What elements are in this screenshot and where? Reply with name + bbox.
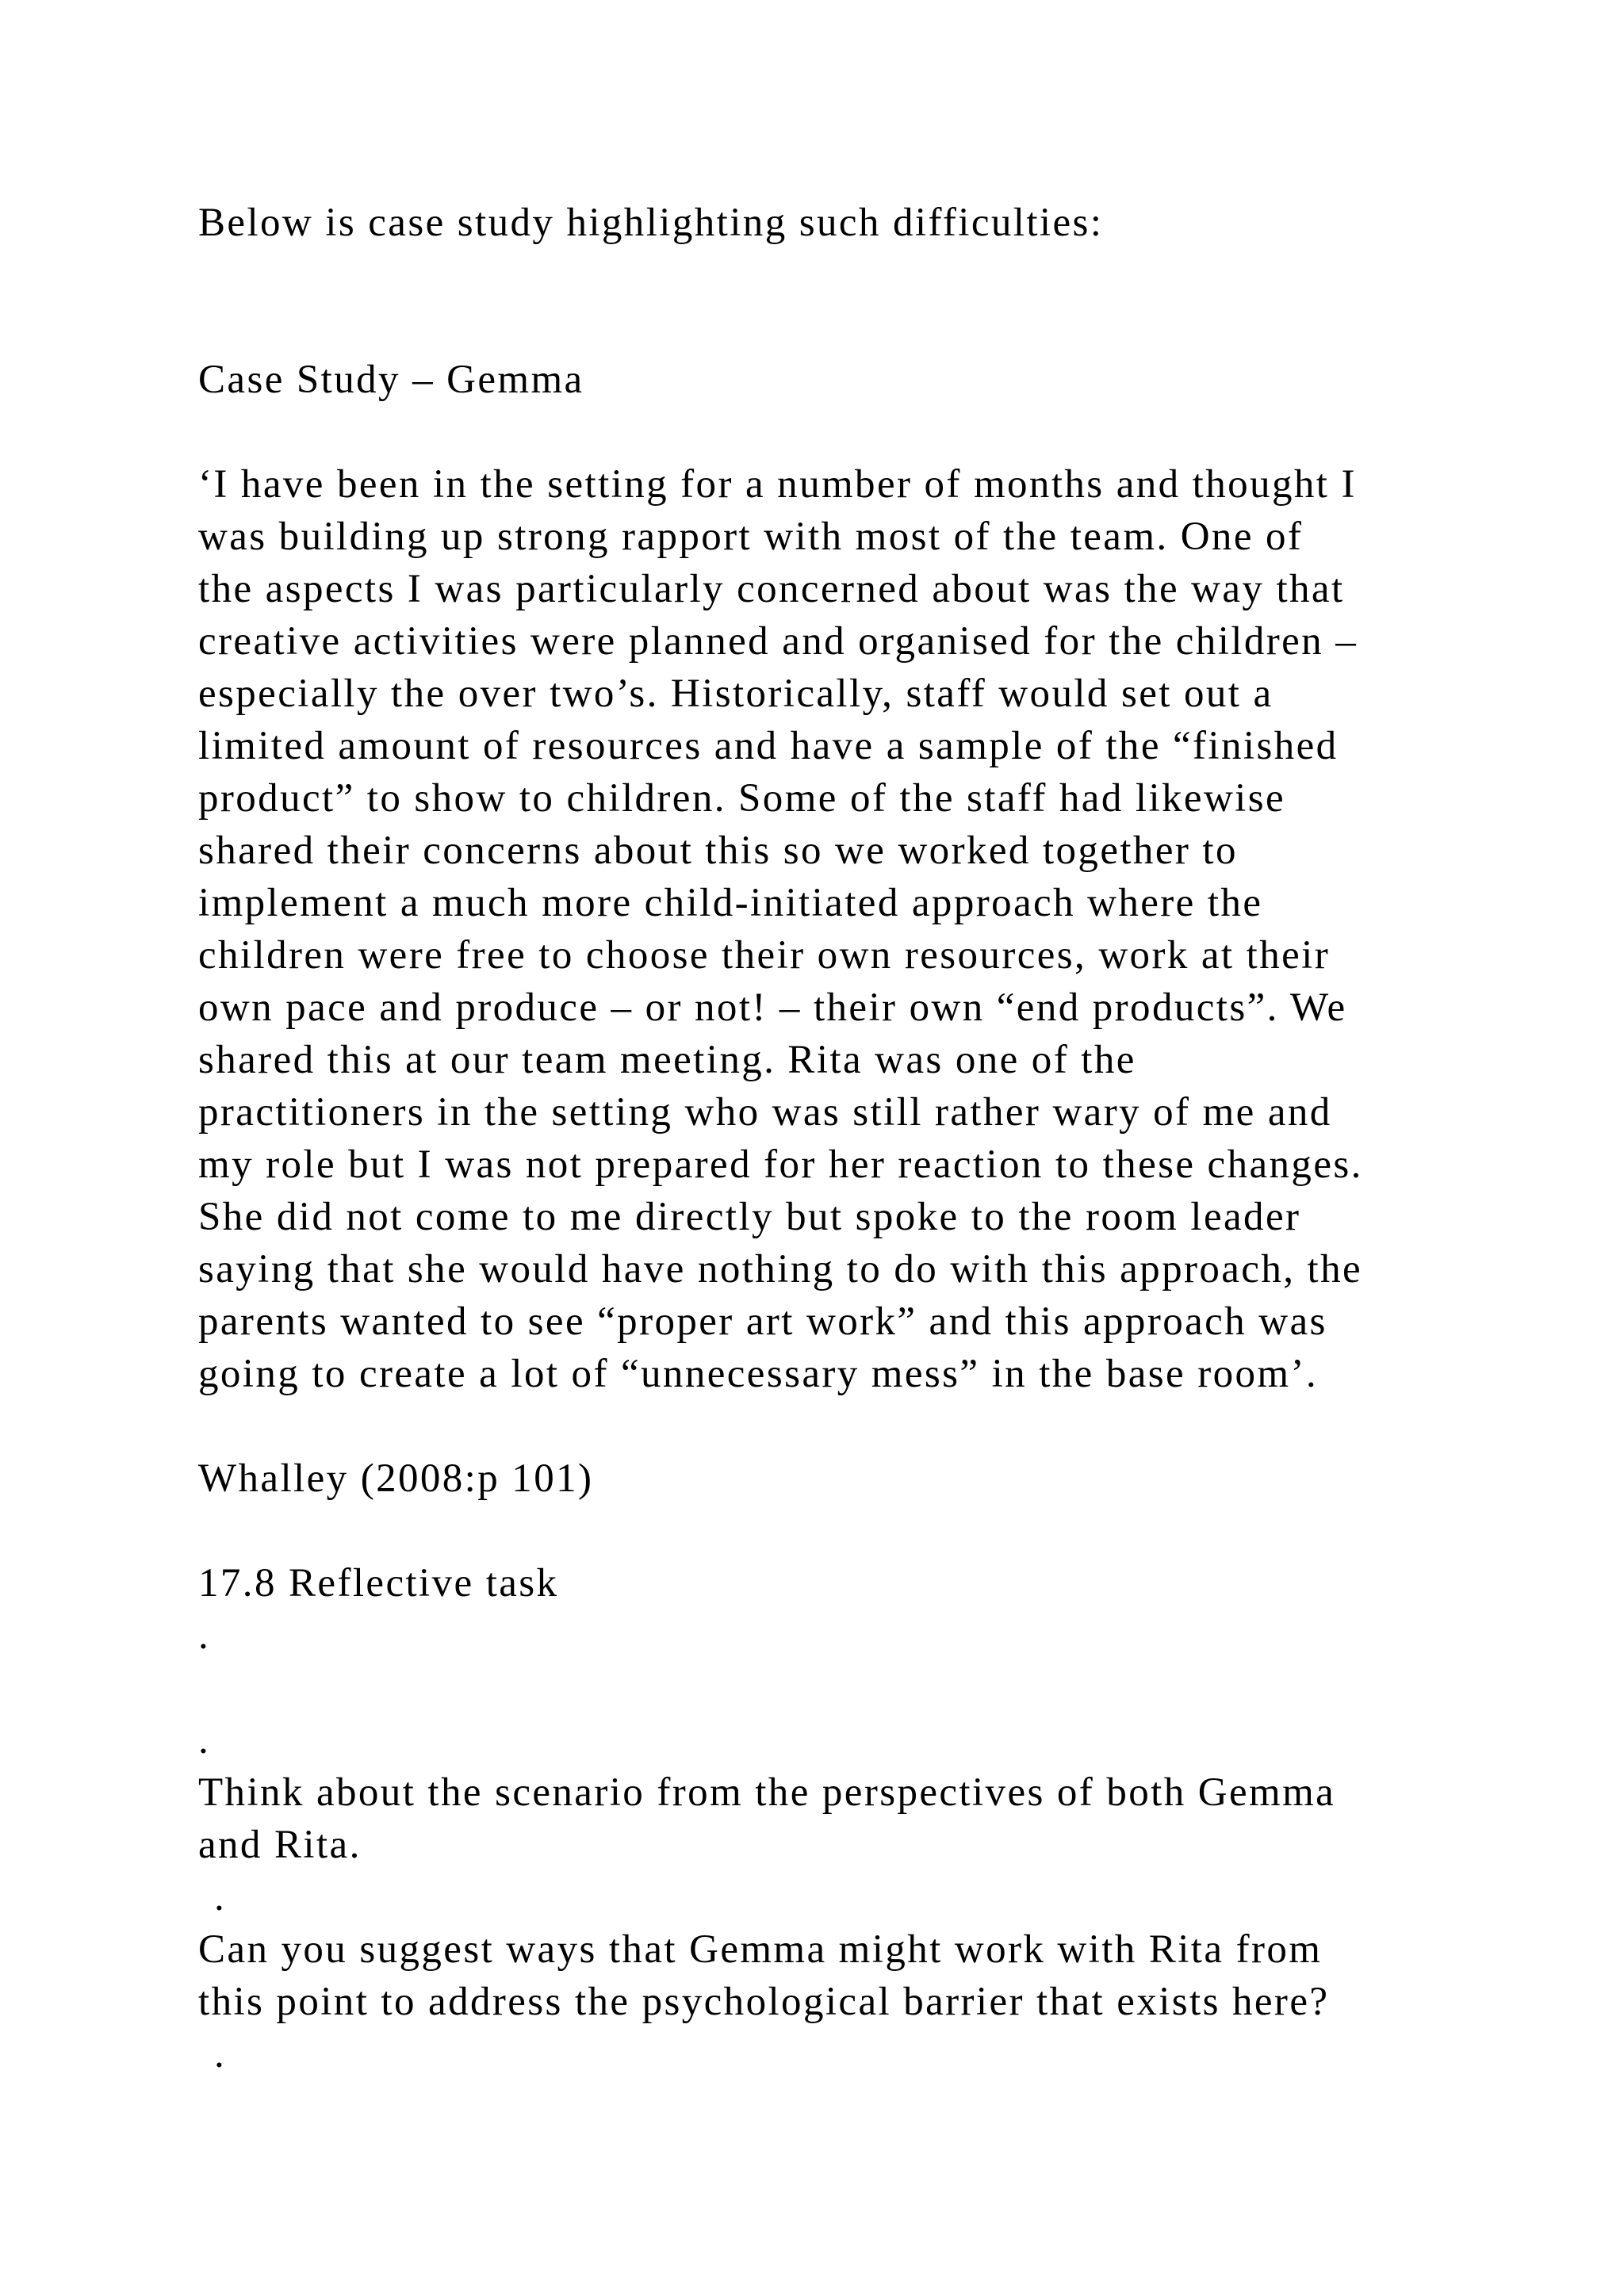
task-heading: 17.8 Reflective task	[198, 1561, 559, 1605]
quote-line: ‘I have been in the setting for a number of months and thought I	[198, 462, 1357, 507]
quote-line: She did not come to me directly but spoke to the room leader	[198, 1195, 1301, 1239]
quote-line: children were free to choose their own resources, work at their	[198, 933, 1331, 978]
question-line: Can you suggest ways that Gemma might work with Rita from	[198, 1927, 1323, 1972]
quote-line: the aspects I was particularly concerned about was the way that	[198, 567, 1345, 611]
quote-line: implement a much more child-initiated approach where the	[198, 881, 1263, 925]
quote-line: product” to show to children. Some of the staff had likewise	[198, 776, 1286, 821]
quote-line: shared their concerns about this so we worked together to	[198, 828, 1238, 873]
bullet-dot: .	[198, 1718, 209, 1762]
quote-line: parents wanted to see “proper art work” and this approach was	[198, 1299, 1327, 1344]
intro-text: Below is case study highlighting such difficulties:	[198, 201, 1104, 245]
question-line: and Rita.	[198, 1823, 362, 1867]
quote-line: shared this at our team meeting. Rita was one of the	[198, 1038, 1136, 1082]
quote-line: going to create a lot of “unnecessary mess” in the base room’.	[198, 1352, 1319, 1396]
case-study-title: Case Study – Gemma	[198, 358, 584, 402]
quote-line: limited amount of resources and have a sample of the “finished	[198, 724, 1339, 768]
quote-line: creative activities were planned and organised for the children –	[198, 619, 1358, 664]
question-line: this point to address the psychological barrier that exists here?	[198, 1980, 1330, 2024]
bullet-dot: .	[198, 1613, 209, 1658]
quote-line: saying that she would have nothing to do with this approach, the	[198, 1247, 1363, 1292]
quote-line: especially the over two’s. Historically, staff would set out a	[198, 672, 1274, 716]
question-line: Think about the scenario from the perspectives of both Gemma	[198, 1770, 1336, 1815]
citation: Whalley (2008:p 101)	[198, 1456, 594, 1501]
quote-line: own pace and produce – or not! – their own “end products”. We	[198, 985, 1347, 1030]
quote-line: practitioners in the setting who was still rather wary of me and	[198, 1090, 1332, 1135]
bullet-dot: .	[214, 2032, 224, 2076]
bullet-dot: .	[214, 1875, 224, 1919]
quote-line: was building up strong rapport with most of the team. One of	[198, 515, 1304, 559]
quote-line: my role but I was not prepared for her reaction to these changes.	[198, 1142, 1363, 1187]
